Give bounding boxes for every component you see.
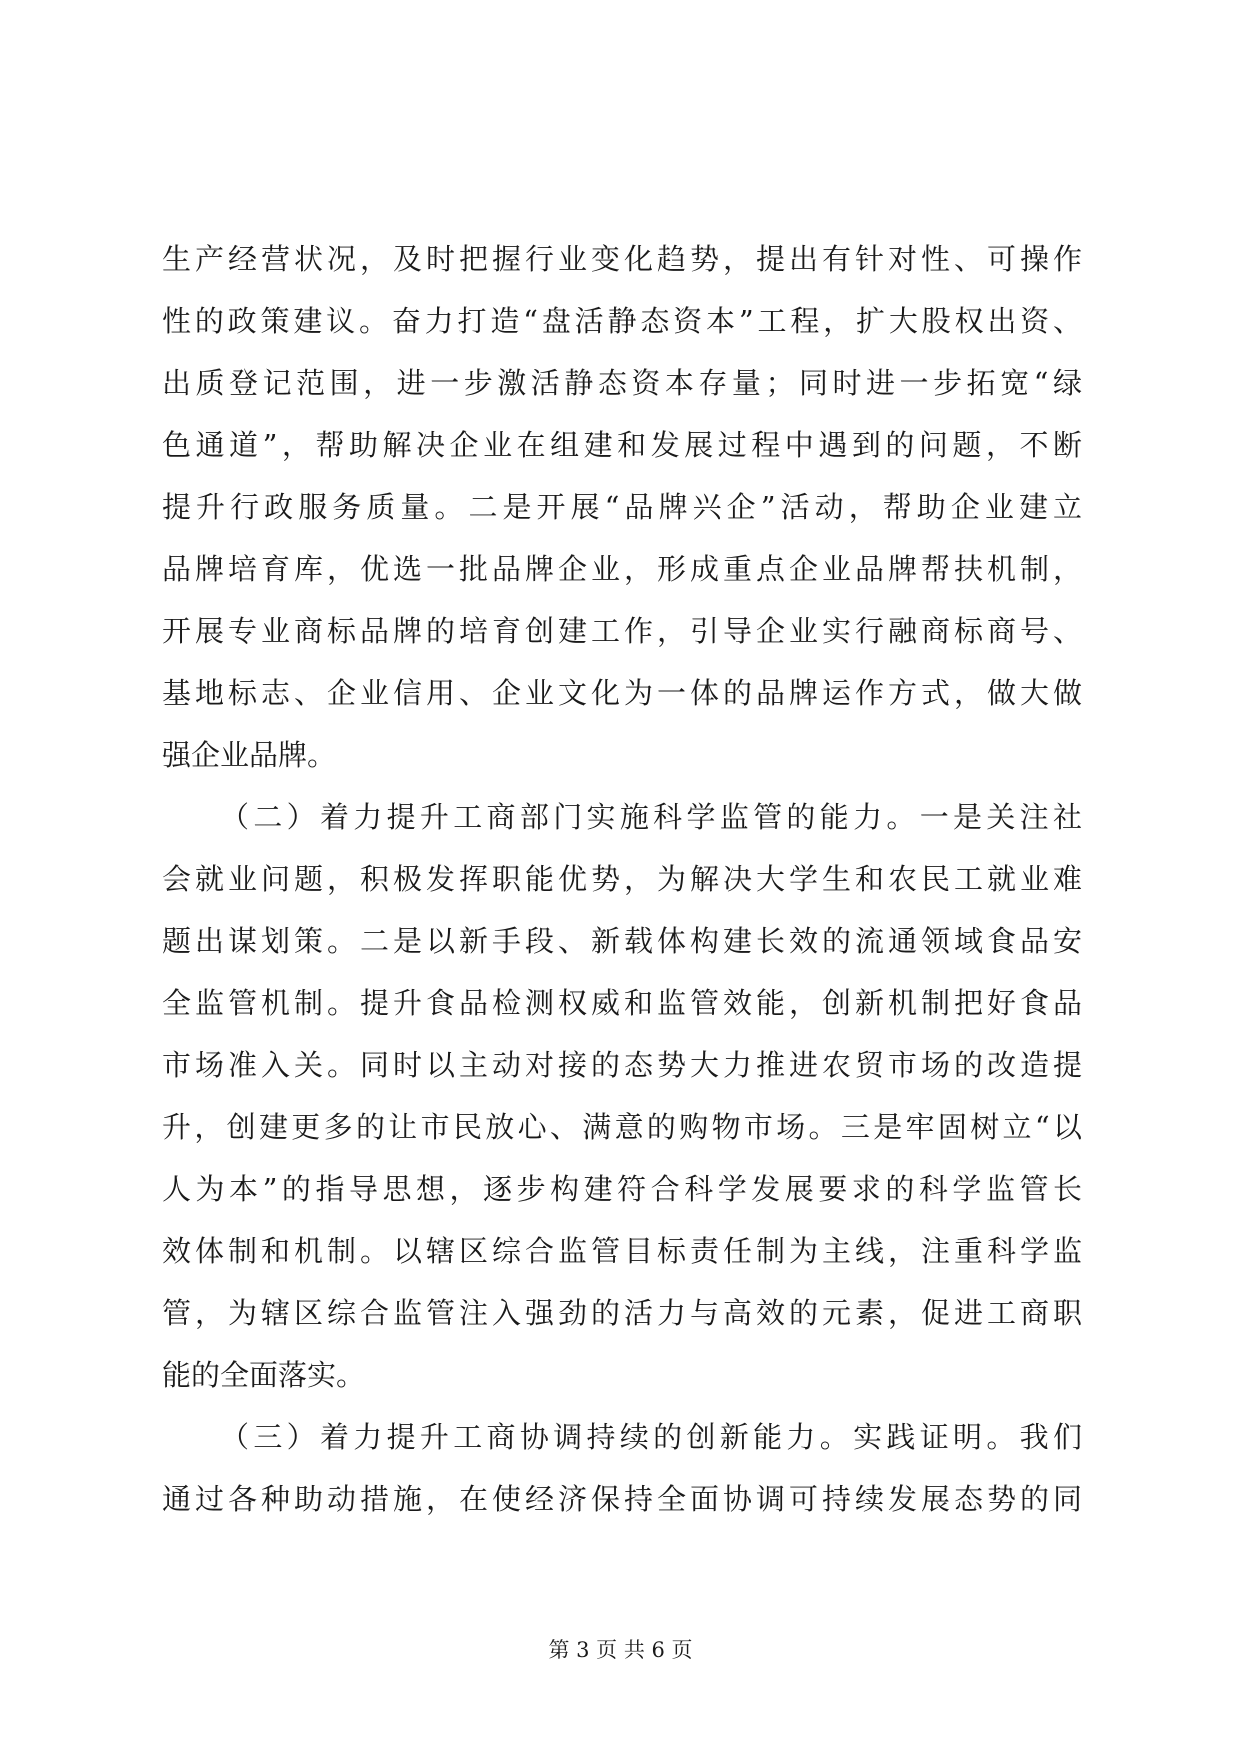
- text-line: （三）着力提升工商协调持续的创新能力。实践证明。我们: [220, 1420, 1082, 1454]
- text-line: 色通道”，帮助解决企业在组建和发展过程中遇到的问题，不断: [162, 428, 1082, 462]
- text-line: 强企业品牌。: [162, 738, 337, 772]
- text-line: 市场准入关。同时以主动对接的态势大力推进农贸市场的改造提: [162, 1048, 1082, 1082]
- text-line: 性的政策建议。奋力打造“盘活静态资本”工程，扩大股权出资、: [162, 304, 1082, 338]
- body-text: [162, 228, 1082, 1530]
- text-line: 效体制和机制。以辖区综合监管目标责任制为主线，注重科学监: [162, 1234, 1082, 1268]
- text-line: 全监管机制。提升食品检测权威和监管效能，创新机制把好食品: [162, 986, 1082, 1020]
- text-line: 题出谋划策。二是以新手段、新载体构建长效的流通领域食品安: [162, 924, 1082, 958]
- text-line: 品牌培育库，优选一批品牌企业，形成重点企业品牌帮扶机制，: [162, 552, 1082, 586]
- text-line: 管，为辖区综合监管注入强劲的活力与高效的元素，促进工商职: [162, 1296, 1082, 1330]
- page-footer: 第 3 页 共 6 页: [548, 1638, 693, 1662]
- text-line: 生产经营状况，及时把握行业变化趋势，提出有针对性、可操作: [162, 242, 1082, 276]
- text-line: 人为本”的指导思想，逐步构建符合科学发展要求的科学监管长: [162, 1172, 1082, 1206]
- text-line: 出质登记范围，进一步激活静态资本存量；同时进一步拓宽“绿: [162, 366, 1082, 400]
- text-line: 开展专业商标品牌的培育创建工作，引导企业实行融商标商号、: [162, 614, 1082, 648]
- text-line: 升，创建更多的让市民放心、满意的购物市场。三是牢固树立“以: [162, 1110, 1082, 1144]
- text-line: 会就业问题，积极发挥职能优势，为解决大学生和农民工就业难: [162, 862, 1082, 896]
- text-line: 基地标志、企业信用、企业文化为一体的品牌运作方式，做大做: [162, 676, 1082, 710]
- text-line: 能的全面落实。: [162, 1358, 366, 1392]
- text-line: 提升行政服务质量。二是开展“品牌兴企”活动，帮助企业建立: [162, 490, 1082, 524]
- text-line: （二）着力提升工商部门实施科学监管的能力。一是关注社: [220, 800, 1082, 834]
- text-line: 通过各种助动措施，在使经济保持全面协调可持续发展态势的同: [162, 1482, 1082, 1516]
